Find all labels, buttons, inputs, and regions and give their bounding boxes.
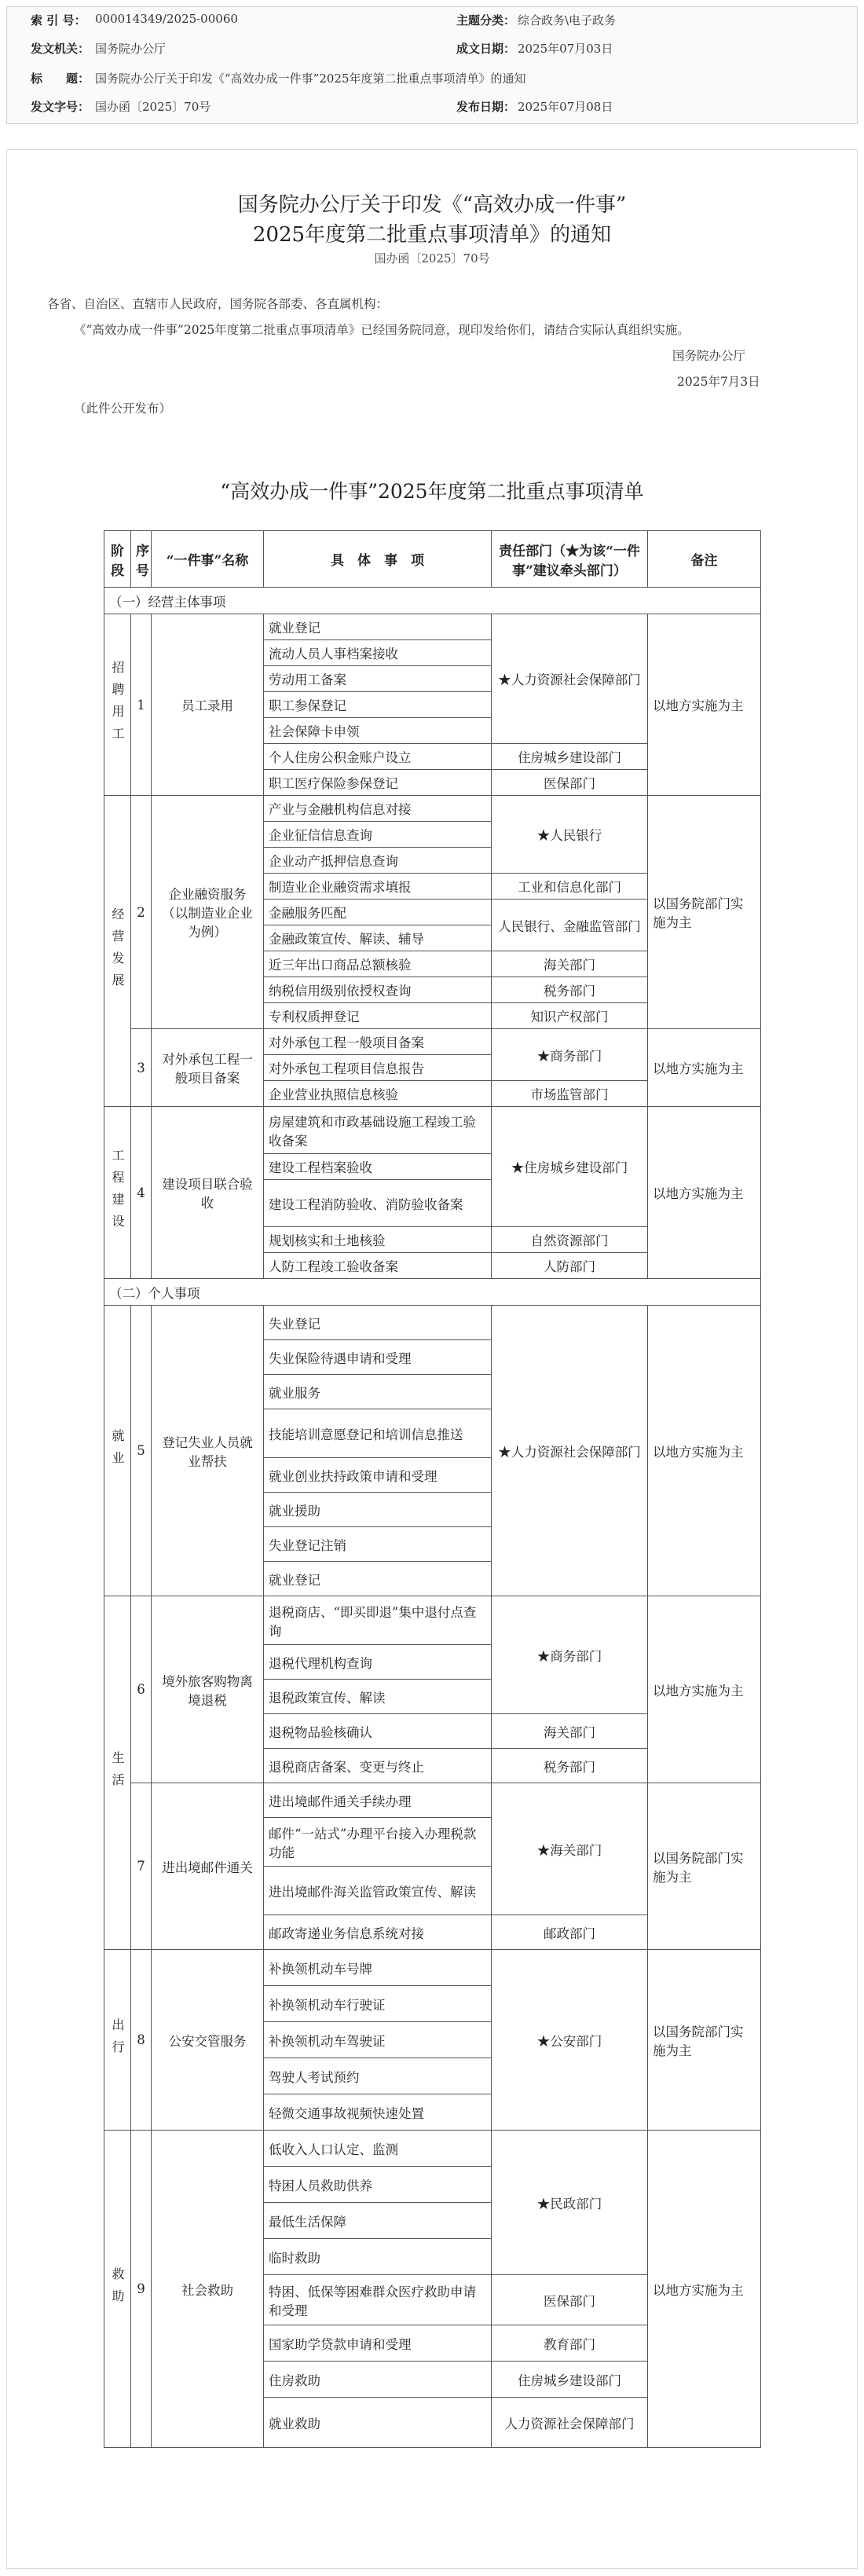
seq-cell: 1 xyxy=(131,614,152,796)
dept-cell: 工业和信息化部门 xyxy=(492,874,648,900)
dept-cell: ★商务部门 xyxy=(492,1596,648,1714)
seq-cell: 3 xyxy=(131,1029,152,1107)
matter-name-cell: 对外承包工程一般项目备案 xyxy=(152,1029,264,1107)
dept-cell: 海关部门 xyxy=(492,1714,648,1749)
dept-cell: ★民政部门 xyxy=(492,2131,648,2275)
dept-cell: 人民银行、金融监管部门 xyxy=(492,900,648,951)
dept-cell: 知识产权部门 xyxy=(492,1003,648,1029)
header-dept: 责任部门（★为该“一件事”建议牵头部门） xyxy=(492,531,648,588)
item-cell: 补换领机动车驾驶证 xyxy=(264,2022,492,2058)
item-cell: 流动人员人事档案接收 xyxy=(264,640,492,666)
title-label: 标 题： xyxy=(31,71,90,86)
item-cell: 企业征信信息查询 xyxy=(264,822,492,848)
section-label: （一）经营主体事项 xyxy=(104,588,761,614)
item-cell: 驾驶人考试预约 xyxy=(264,2058,492,2094)
document-meta-panel xyxy=(6,6,858,124)
date-label: 成文日期： xyxy=(456,42,516,56)
item-cell: 房屋建筑和市政基础设施工程竣工验收备案 xyxy=(264,1107,492,1154)
item-cell: 就业援助 xyxy=(264,1493,492,1527)
matter-name-cell: 公安交管服务 xyxy=(152,1950,264,2131)
dept-cell: ★商务部门 xyxy=(492,1029,648,1081)
doc-title-line1: 国务院办公厅关于印发《“高效办成一件事” xyxy=(237,193,627,217)
item-cell: 补换领机动车行驶证 xyxy=(264,1986,492,2022)
seq-cell: 2 xyxy=(131,796,152,1029)
note-cell: 以国务院部门实施为主 xyxy=(648,796,761,1029)
item-cell: 失业保险待遇申请和受理 xyxy=(264,1340,492,1375)
item-cell: 邮政寄递业务信息系统对接 xyxy=(264,1915,492,1950)
item-cell: 低收入人口认定、监测 xyxy=(264,2131,492,2167)
dept-cell: 住房城乡建设部门 xyxy=(492,2362,648,2398)
dept-cell: 医保部门 xyxy=(492,2275,648,2325)
dept-cell: 税务部门 xyxy=(492,977,648,1003)
header-items: 具 体 事 项 xyxy=(264,531,492,588)
publish-note: （此件公开发布） xyxy=(74,401,172,416)
stage-cell: 招聘用工 xyxy=(104,614,131,796)
stage-cell: 经营发展 xyxy=(104,796,131,1107)
doc-no-value: 国办函〔2025〕70号 xyxy=(95,100,211,114)
dept-cell: ★公安部门 xyxy=(492,1950,648,2131)
doc-title-line2: 2025年度第二批重点事项清单》的通知 xyxy=(252,223,612,247)
item-cell: 临时救助 xyxy=(264,2239,492,2275)
dept-cell: 市场监管部门 xyxy=(492,1081,648,1107)
matter-name-cell: 登记失业人员就业帮扶 xyxy=(152,1306,264,1596)
item-cell: 规划核实和土地核验 xyxy=(264,1227,492,1253)
seq-cell: 5 xyxy=(131,1306,152,1596)
item-cell: 退税物品验核确认 xyxy=(264,1714,492,1749)
dept-cell: ★人力资源社会保障部门 xyxy=(492,614,648,744)
seq-cell: 7 xyxy=(131,1783,152,1950)
doc-number: 国办函〔2025〕70号 xyxy=(374,251,490,266)
stage-cell: 生活 xyxy=(104,1596,131,1950)
dept-cell: 海关部门 xyxy=(492,951,648,977)
item-cell: 产业与金融机构信息对接 xyxy=(264,796,492,822)
section-label: （二）个人事项 xyxy=(104,1279,761,1306)
matter-name-cell: 社会救助 xyxy=(152,2131,264,2448)
dept-cell: 自然资源部门 xyxy=(492,1227,648,1253)
item-cell: 近三年出口商品总额核验 xyxy=(264,951,492,977)
stage-cell: 就业 xyxy=(104,1306,131,1596)
item-cell: 就业登记 xyxy=(264,1562,492,1596)
item-cell: 失业登记 xyxy=(264,1306,492,1340)
header-seq: 序号 xyxy=(131,531,152,588)
body-text: 《“高效办成一件事”2025年度第二批重点事项清单》已经国务院同意，现印发给你们，请结合实际认真组织实施。 xyxy=(74,323,690,337)
seq-cell: 8 xyxy=(131,1950,152,2131)
stage-cell: 工程建设 xyxy=(104,1107,131,1279)
matter-name-cell: 企业融资服务（以制造业企业为例） xyxy=(152,796,264,1029)
section-row xyxy=(104,588,761,614)
dept-cell: ★人民银行 xyxy=(492,796,648,874)
item-cell: 就业救助 xyxy=(264,2398,492,2448)
item-cell: 进出境邮件通关手续办理 xyxy=(264,1783,492,1818)
note-cell: 以地方实施为主 xyxy=(648,2131,761,2448)
dept-cell: ★住房城乡建设部门 xyxy=(492,1107,648,1227)
item-cell: 技能培训意愿登记和培训信息推送 xyxy=(264,1409,492,1458)
addressees: 各省、自治区、直辖市人民政府，国务院各部委、各直属机构： xyxy=(47,297,389,311)
dept-cell: ★人力资源社会保障部门 xyxy=(492,1306,648,1596)
item-cell: 社会保障卡申领 xyxy=(264,718,492,744)
signature: 国务院办公厅 xyxy=(672,349,746,363)
header-name: “一件事”名称 xyxy=(152,531,264,588)
index-label: 索 引 号： xyxy=(31,13,86,27)
issuer-label: 发文机关： xyxy=(31,42,90,56)
item-cell: 对外承包工程一般项目备案 xyxy=(264,1029,492,1055)
item-cell: 邮件“一站式”办理平台接入办理税款功能 xyxy=(264,1818,492,1867)
topic-value: 综合政务\电子政务 xyxy=(518,13,617,27)
header-stage: 阶段 xyxy=(104,531,131,588)
dept-cell: 税务部门 xyxy=(492,1749,648,1783)
item-cell: 特困、低保等困难群众医疗救助申请和受理 xyxy=(264,2275,492,2325)
header-note: 备注 xyxy=(648,531,761,588)
topic-label: 主题分类： xyxy=(456,13,516,27)
list-title: “高效办成一件事”2025年度第二批重点事项清单 xyxy=(220,480,644,503)
note-cell: 以国务院部门实施为主 xyxy=(648,1783,761,1950)
item-cell: 对外承包工程项目信息报告 xyxy=(264,1055,492,1081)
doc-no-label: 发文字号： xyxy=(31,100,90,114)
item-cell: 金融政策宣传、解读、辅导 xyxy=(264,925,492,951)
item-cell: 个人住房公积金账户设立 xyxy=(264,744,492,770)
item-cell: 就业创业扶持政策申请和受理 xyxy=(264,1458,492,1493)
dept-cell: 教育部门 xyxy=(492,2325,648,2362)
item-cell: 进出境邮件海关监管政策宣传、解读 xyxy=(264,1867,492,1915)
item-cell: 住房救助 xyxy=(264,2362,492,2398)
item-cell: 退税代理机构查询 xyxy=(264,1645,492,1680)
note-cell: 以地方实施为主 xyxy=(648,1306,761,1596)
item-cell: 企业动产抵押信息查询 xyxy=(264,848,492,874)
item-cell: 专利权质押登记 xyxy=(264,1003,492,1029)
item-cell: 退税商店备案、变更与终止 xyxy=(264,1749,492,1783)
pub-date-label: 发布日期： xyxy=(456,100,516,114)
dept-cell: ★海关部门 xyxy=(492,1783,648,1915)
dept-cell: 人防部门 xyxy=(492,1253,648,1279)
pub-date-value: 2025年07月08日 xyxy=(518,100,613,114)
issuer-value: 国务院办公厅 xyxy=(95,42,167,56)
seq-cell: 4 xyxy=(131,1107,152,1279)
dept-cell: 邮政部门 xyxy=(492,1915,648,1950)
item-cell: 国家助学贷款申请和受理 xyxy=(264,2325,492,2362)
note-cell: 以地方实施为主 xyxy=(648,1596,761,1783)
item-cell: 建设工程消防验收、消防验收备案 xyxy=(264,1180,492,1227)
item-cell: 退税商店、“即买即退”集中退付点查询 xyxy=(264,1596,492,1645)
item-cell: 建设工程档案验收 xyxy=(264,1154,492,1180)
key-items-table xyxy=(104,530,761,2448)
dept-cell: 住房城乡建设部门 xyxy=(492,744,648,770)
table-header-row xyxy=(104,531,761,588)
item-cell: 退税政策宣传、解读 xyxy=(264,1680,492,1714)
item-cell: 就业登记 xyxy=(264,614,492,640)
note-cell: 以地方实施为主 xyxy=(648,614,761,796)
index-value: 000014349/2025-00060 xyxy=(95,12,238,26)
item-cell: 金融服务匹配 xyxy=(264,900,492,925)
item-cell: 失业登记注销 xyxy=(264,1527,492,1562)
date-value: 2025年07月03日 xyxy=(518,42,613,56)
seq-cell: 6 xyxy=(131,1596,152,1783)
note-cell: 以国务院部门实施为主 xyxy=(648,1950,761,2131)
section-row xyxy=(104,1279,761,1306)
note-cell: 以地方实施为主 xyxy=(648,1029,761,1107)
title-value: 国务院办公厅关于印发《“高效办成一件事”2025年度第二批重点事项清单》的通知 xyxy=(95,71,526,86)
dept-cell: 人力资源社会保障部门 xyxy=(492,2398,648,2448)
item-cell: 纳税信用级别依授权查询 xyxy=(264,977,492,1003)
item-cell: 就业服务 xyxy=(264,1375,492,1409)
note-cell: 以地方实施为主 xyxy=(648,1107,761,1279)
item-cell: 补换领机动车号牌 xyxy=(264,1950,492,1986)
item-cell: 特困人员救助供养 xyxy=(264,2167,492,2203)
item-cell: 企业营业执照信息核验 xyxy=(264,1081,492,1107)
sign-date: 2025年7月3日 xyxy=(677,375,760,389)
matter-name-cell: 员工录用 xyxy=(152,614,264,796)
stage-cell: 救助 xyxy=(104,2131,131,2448)
item-cell: 劳动用工备案 xyxy=(264,666,492,692)
item-cell: 职工参保登记 xyxy=(264,692,492,718)
matter-name-cell: 进出境邮件通关 xyxy=(152,1783,264,1950)
item-cell: 人防工程竣工验收备案 xyxy=(264,1253,492,1279)
matter-name-cell: 建设项目联合验收 xyxy=(152,1107,264,1279)
stage-cell: 出行 xyxy=(104,1950,131,2131)
dept-cell: 医保部门 xyxy=(492,770,648,796)
item-cell: 职工医疗保险参保登记 xyxy=(264,770,492,796)
item-cell: 轻微交通事故视频快速处置 xyxy=(264,2094,492,2131)
matter-name-cell: 境外旅客购物离境退税 xyxy=(152,1596,264,1783)
item-cell: 最低生活保障 xyxy=(264,2203,492,2239)
item-cell: 制造业企业融资需求填报 xyxy=(264,874,492,900)
seq-cell: 9 xyxy=(131,2131,152,2448)
